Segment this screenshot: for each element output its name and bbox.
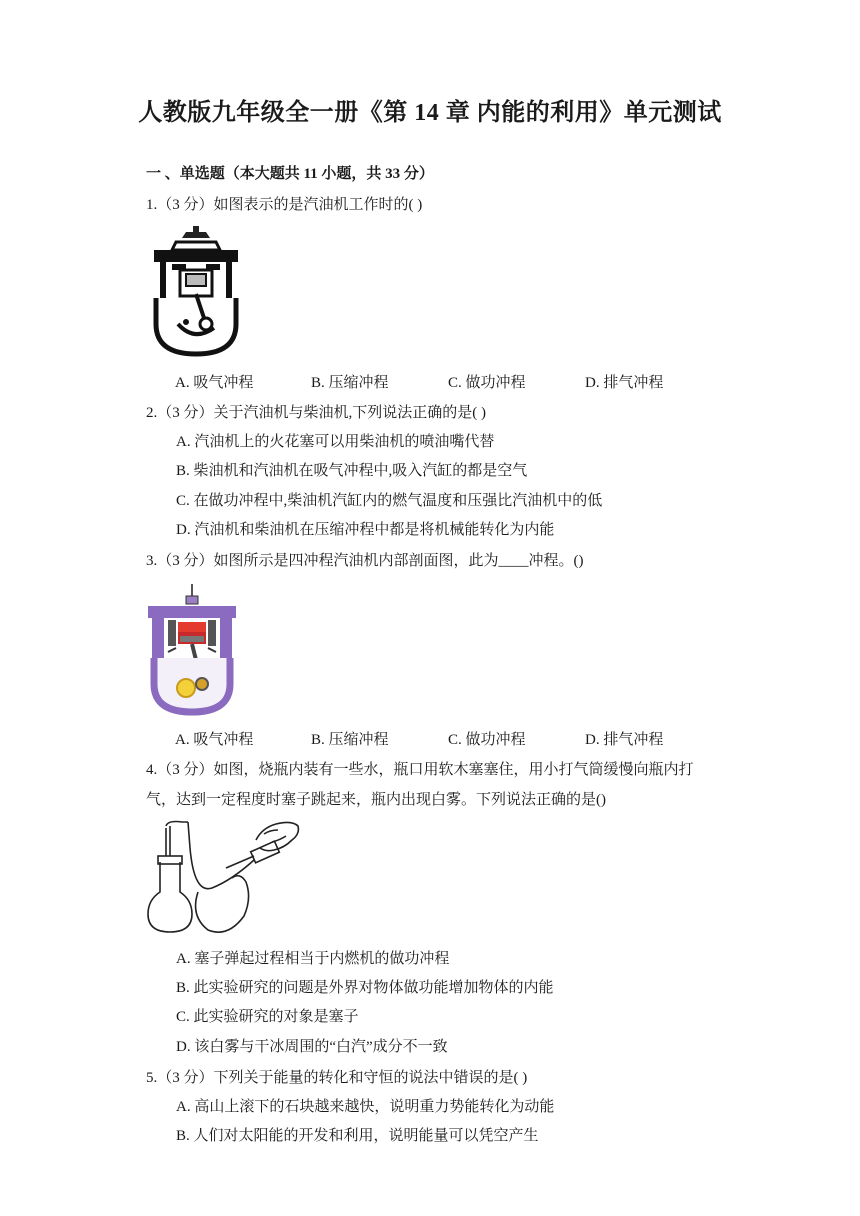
q4-option-b: B. 此实验研究的问题是外界对物体做功能增加物体的内能 bbox=[176, 980, 554, 996]
question-5-stem: 5.（3 分）下列关于能量的转化和守恒的说法中错误的是( ) bbox=[146, 1070, 528, 1086]
q4-option-d: D. 该白雾与干冰周围的“白汽”成分不一致 bbox=[176, 1039, 448, 1055]
q1-option-b: B. 压缩冲程 bbox=[311, 375, 389, 391]
q4-option-c: C. 此实验研究的对象是塞子 bbox=[176, 1009, 359, 1025]
section-heading: 一 、单选题（本大题共 11 小题，共 33 分） bbox=[146, 166, 434, 182]
q2-option-d: D. 汽油机和柴油机在压缩冲程中都是将机械能转化为内能 bbox=[176, 522, 555, 538]
engine-diagram-icon bbox=[146, 224, 246, 359]
q1-option-d: D. 排气冲程 bbox=[585, 375, 664, 391]
q3-option-a: A. 吸气冲程 bbox=[175, 732, 254, 748]
q3-option-b: B. 压缩冲程 bbox=[311, 732, 389, 748]
question-2-stem: 2.（3 分）关于汽油机与柴油机,下列说法正确的是( ) bbox=[146, 405, 486, 421]
q2-option-c: C. 在做功冲程中,柴油机汽缸内的燃气温度和压强比汽油机中的低 bbox=[176, 493, 603, 509]
q2-option-a: A. 汽油机上的火花塞可以用柴油机的喷油嘴代替 bbox=[176, 434, 495, 450]
question-1-stem: 1.（3 分）如图表示的是汽油机工作时的( ) bbox=[146, 197, 423, 213]
q3-option-c: C. 做功冲程 bbox=[448, 732, 526, 748]
q5-option-a: A. 高山上滚下的石块越来越快，说明重力势能转化为动能 bbox=[176, 1099, 555, 1115]
q4-option-a: A. 塞子弹起过程相当于内燃机的做功冲程 bbox=[176, 951, 450, 967]
q3-option-d: D. 排气冲程 bbox=[585, 732, 664, 748]
q5-option-b: B. 人们对太阳能的开发和利用，说明能量可以凭空产生 bbox=[176, 1128, 539, 1144]
q1-option-a: A. 吸气冲程 bbox=[175, 375, 254, 391]
question-3-stem: 3.（3 分）如图所示是四冲程汽油机内部剖面图，此为____冲程。() bbox=[146, 553, 584, 569]
colored-engine-diagram-icon bbox=[146, 584, 238, 716]
flask-pump-diagram-icon bbox=[146, 818, 302, 936]
page-title: 人教版九年级全一册《第 14 章 内能的利用》单元测试 bbox=[138, 100, 722, 126]
q2-option-b: B. 柴油机和汽油机在吸气冲程中,吸入汽缸的都是空气 bbox=[176, 463, 528, 479]
question-4-stem-line1: 4.（3 分）如图，烧瓶内装有一些水，瓶口用软木塞塞住，用小打气筒缓慢向瓶内打 bbox=[146, 762, 694, 778]
q1-option-c: C. 做功冲程 bbox=[448, 375, 526, 391]
question-4-stem-line2: 气，达到一定程度时塞子跳起来，瓶内出现白雾。下列说法正确的是() bbox=[146, 792, 606, 808]
